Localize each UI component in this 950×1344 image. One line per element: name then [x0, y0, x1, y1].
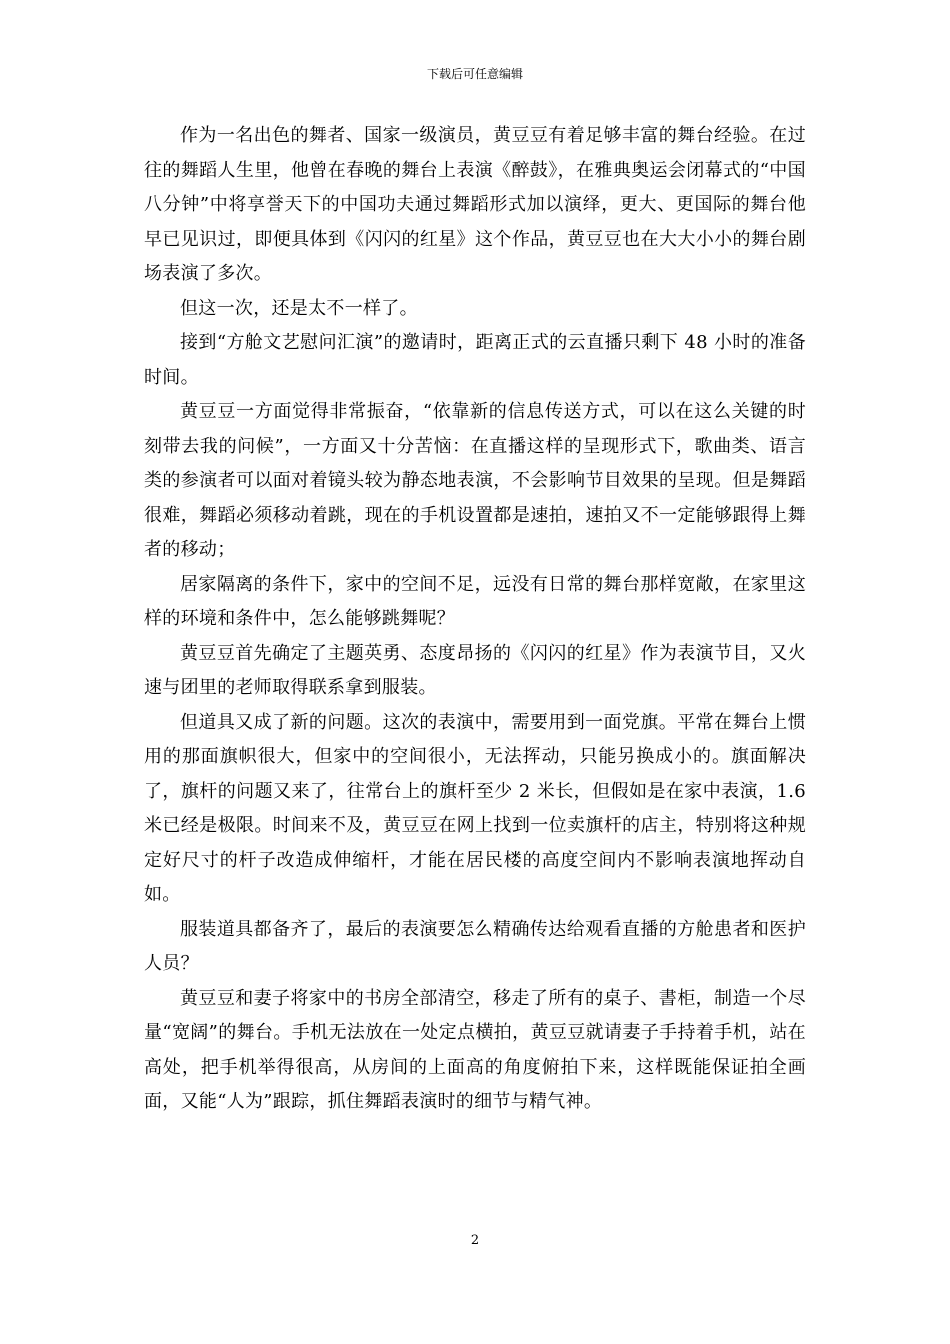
paragraph-3: 接到“方舱文艺慰问汇演”的邀请时，距离正式的云直播只剩下 48 小时的准备时间。 — [144, 332, 806, 388]
paragraph-6: 黄豆豆首先确定了主题英勇、态度昂扬的《闪闪的红星》作为表演节目，又火速与团里的老师取得联系拿到服装。 — [144, 642, 806, 698]
paragraph-2: 但这一次，还是太不一样了。 — [180, 297, 418, 319]
paragraph-8: 服装道具都备齐了，最后的表演要怎么精确传达给观看直播的方舱患者和医护人员？ — [144, 918, 806, 974]
document-body — [144, 119, 806, 1120]
page-header: 下载后可任意编辑 — [426, 67, 523, 81]
paragraph-7: 但道具又成了新的问题。这次的表演中，需要用到一面党旗。平常在舞台上惯用的那面旗帜很大，但家中的空间很小，无法挥动，只能另换成小的。旗面解决了，旗杆的问题又来了，往常台上的旗杆至少 2 米长，但假如是在家中表演，1.6 米已经是极限。时间来不及，黄豆豆在网上找到一位卖旗杆的店主，特别将这种规定好尺寸的杆子改造成伸缩杆，才能在居民楼的高度空间内不影响表演地挥动自如。 — [144, 711, 806, 905]
paragraph-5: 居家隔离的条件下，家中的空间不足，远没有日常的舞台那样宽敞，在家里这样的环境和条件中，怎么能够跳舞呢？ — [144, 573, 806, 629]
paragraph-9: 黄豆豆和妻子将家中的书房全部清空，移走了所有的桌子、書柜，制造一个尽量“宽阔”的舞台。手机无法放在一处定点横拍，黄豆豆就请妻子手持着手机，站在高处，把手机举得很高，从房间的上面高的角度俯拍下来，这样既能保证拍全画面，又能“人为”跟踪，抓住舞蹈表演时的细节与精气神。 — [144, 987, 806, 1112]
page-number: 2 — [470, 1233, 480, 1248]
paragraph-4: 黄豆豆一方面觉得非常振奋，“依靠新的信息传送方式，可以在这么关键的时刻带去我的问候”，一方面又十分苦恼：在直播这样的呈现形式下，歌曲类、语言类的参演者可以面对着镜头较为静态地表演，不会影响节目效果的呈现。但是舞蹈很难，舞蹈必须移动着跳，现在的手机设置都是速拍，速拍又不一定能够跟得上舞者的移动； — [144, 401, 806, 560]
paragraph-1: 作为一名出色的舞者、国家一级演员，黄豆豆有着足够丰富的舞台经验。在过往的舞蹈人生里，他曾在春晚的舞台上表演《醉鼓》，在雅典奥运会闭幕式的“中国八分钟”中将享誉天下的中国功夫通过舞蹈形式加以演绎，更大、更国际的舞台他早已见识过，即便具体到《闪闪的红星》这个作品，黄豆豆也在大大小小的舞台剧场表演了多次。 — [144, 125, 806, 284]
